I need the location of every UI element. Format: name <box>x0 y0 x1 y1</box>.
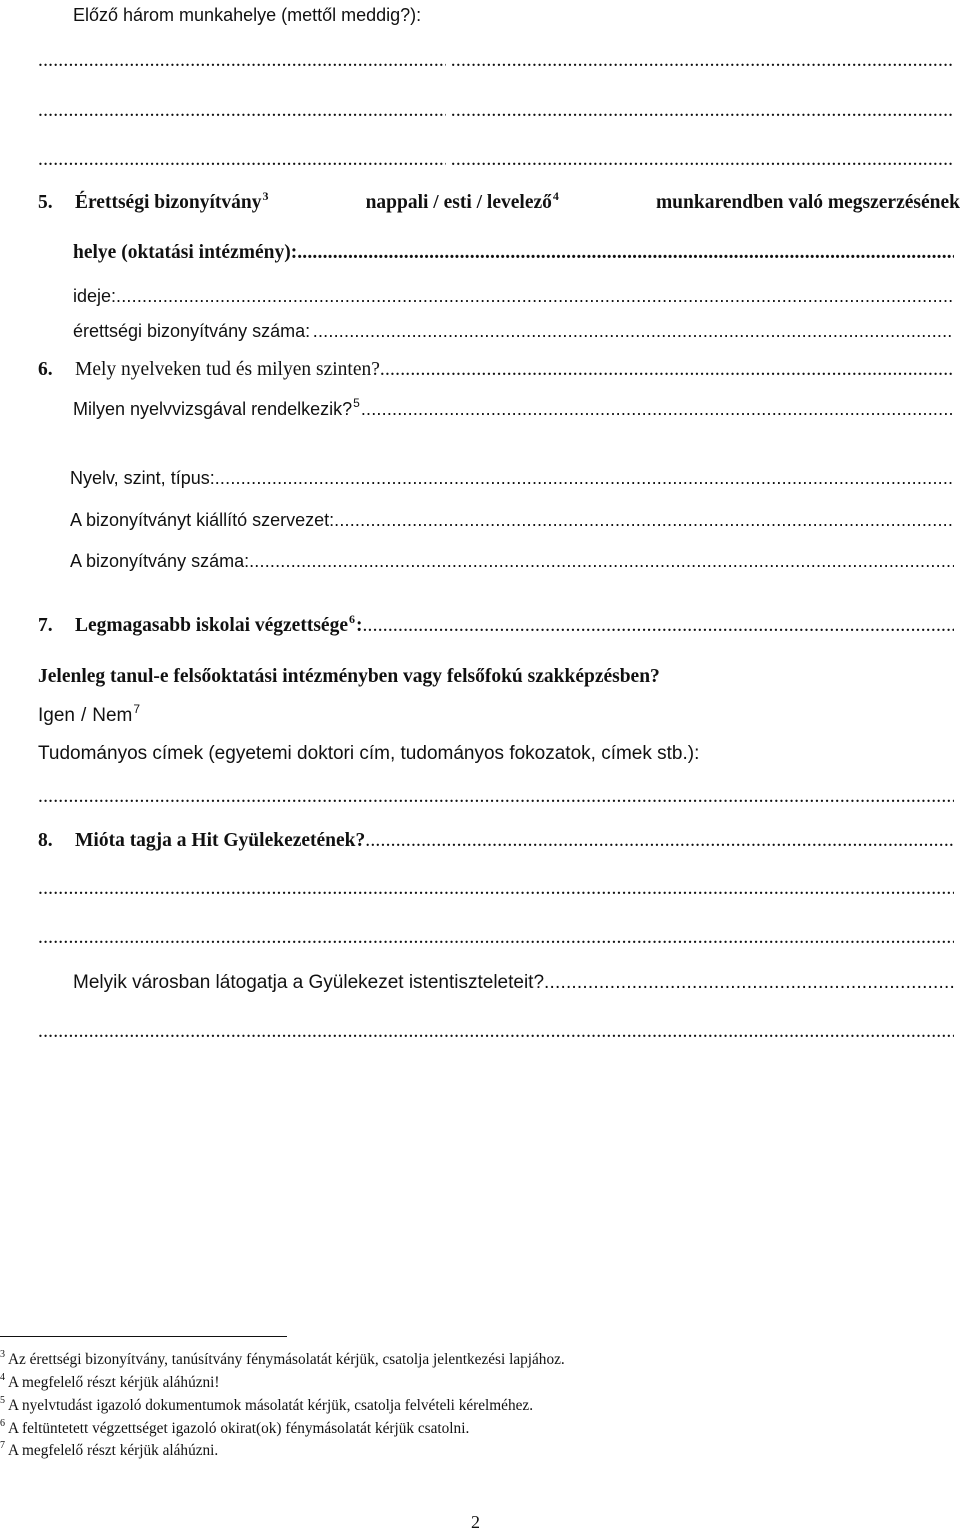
q7-number: 7. <box>38 615 53 636</box>
workplace-3-from-field[interactable] <box>38 147 446 173</box>
footnote-ref-4: 4 <box>552 190 559 203</box>
academic-titles-label: Tudományos címek (egyetemi doktori cím, tudományos fokozatok, címek stb.): <box>38 743 700 764</box>
footnote-ref-6: 6 <box>348 613 355 626</box>
language-cert-number-field[interactable] <box>249 548 954 574</box>
footnote-6: $^6$ A feltüntetett végzettséget igazoló okirat(ok) fénymásolatát kérjük csatolni. <box>0 1417 470 1437</box>
q8-membership-row: 8. Mióta tagja a Hit Gyülekezetének? ..... <box>38 828 954 854</box>
workplace-2-to-field[interactable] <box>451 98 954 124</box>
q5-cert-number-row: érettségi bizonyítvány száma: ..... <box>73 318 954 344</box>
workplace-2-row[interactable] <box>38 98 954 124</box>
q6-cert-number-row: A bizonyítvány száma: ..... <box>70 548 954 574</box>
footnote-5: $^5$ A nyelvtudást igazoló dokumentumok másolatát kérjük, csatolja felvételi kérelméhez. <box>0 1394 534 1414</box>
workplace-2-from-field[interactable] <box>38 98 446 124</box>
membership-extra-row-2[interactable] <box>38 925 954 951</box>
academic-titles-field[interactable] <box>38 784 954 810</box>
yes-option[interactable]: Igen <box>38 705 75 726</box>
q6-languages-row: 6. Mely nyelveken tud és milyen szinten? ..... <box>38 357 954 383</box>
issuer-organization-field[interactable] <box>334 507 954 533</box>
language-level-type-field[interactable] <box>215 465 954 491</box>
language-exam-field[interactable] <box>361 396 954 422</box>
q5-heading: 5. Érettségi bizonyítvány 3 nappali / esti / levelező 4 munkarendben való megszerzésének <box>38 190 960 217</box>
workplace-1-row[interactable] <box>38 48 954 74</box>
membership-extra-field-2[interactable] <box>38 925 954 951</box>
footnote-7: $^7$ A megfelelő részt kérjük aláhúzni. <box>0 1439 219 1459</box>
q6-issuer-row: A bizonyítványt kiállító szervezet: ..... <box>70 507 954 533</box>
footnote-ref-3: 3 <box>262 190 269 203</box>
footnote-3: $^3$ Az érettségi bizonyítvány, tanúsítvány fénymásolatát kérjük, csatolja jelentkezési lapjához. <box>0 1348 565 1368</box>
church-city-field[interactable] <box>544 970 954 996</box>
no-option[interactable]: Nem <box>92 705 133 726</box>
footnote-ref-5: 5 <box>353 396 360 410</box>
footnote-separator <box>0 1336 287 1337</box>
footnote-4: $^4$ A megfelelő részt kérjük aláhúzni! <box>0 1371 220 1391</box>
q5-number: 5. <box>38 192 53 213</box>
q6-number: 6. <box>38 359 53 380</box>
q8-number: 8. <box>38 830 53 851</box>
q5-date-row: ideje: ..... <box>73 283 954 309</box>
q7-education-row: 7. Legmagasabb iskolai végzettsége 6 : ..... <box>38 613 954 640</box>
current-studies-question: Jelenleg tanul-e felsőoktatási intézményben vagy felsőfokú szakképzésben? <box>38 666 660 687</box>
workplace-1-from-field[interactable] <box>38 48 446 74</box>
yes-no-row: Igen / Nem 7 <box>38 703 438 730</box>
membership-extra-row-1[interactable] <box>38 876 954 902</box>
workplace-1-to-field[interactable] <box>451 48 954 74</box>
highest-education-field[interactable] <box>362 613 954 639</box>
page-number: 2 <box>471 1512 480 1532</box>
q6-exam-row: Milyen nyelvvizsgával rendelkezik? 5 ..... <box>73 396 954 424</box>
graduation-date-field[interactable] <box>116 283 954 309</box>
church-city-extra-row[interactable] <box>38 1019 954 1045</box>
membership-extra-field-1[interactable] <box>38 876 954 902</box>
church-city-extra-field[interactable] <box>38 1019 954 1045</box>
q6-lang-level-row: Nyelv, szint, típus: ..... <box>70 465 954 491</box>
institution-field[interactable] <box>297 240 954 266</box>
study-mode-options[interactable]: nappali / esti / levelező <box>365 192 552 213</box>
previous-workplaces-label: Előző három munkahelye (mettől meddig?): <box>73 5 422 25</box>
academic-titles-row[interactable] <box>38 784 954 810</box>
workplace-3-row[interactable] <box>38 147 954 173</box>
membership-since-field[interactable] <box>365 828 954 854</box>
footnote-ref-7: 7 <box>133 703 141 716</box>
q8-city-row: Melyik városban látogatja a Gyülekezet istentiszteleteit? ..... <box>73 970 954 996</box>
workplace-3-to-field[interactable] <box>451 147 954 173</box>
certificate-number-field[interactable] <box>313 318 954 344</box>
languages-field[interactable] <box>380 357 954 383</box>
q5-institution-row: helye (oktatási intézmény): ..... <box>73 240 954 266</box>
